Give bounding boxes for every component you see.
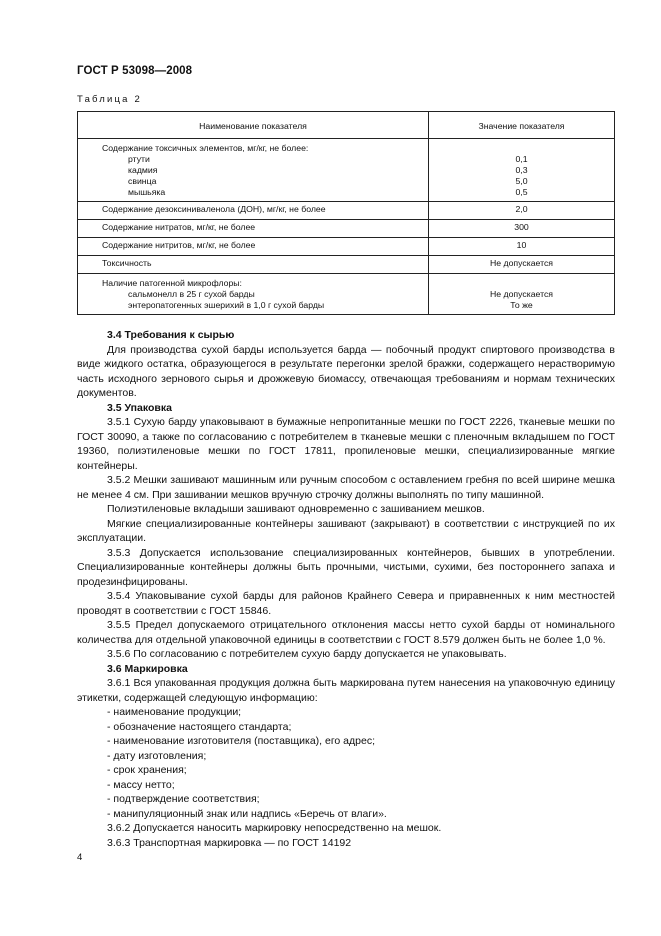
table-row-toxic: [78, 139, 615, 202]
table-row: [78, 256, 615, 274]
row-value: 2,0: [515, 204, 528, 214]
row-subitem: кадмия: [128, 165, 158, 175]
paragraph: Полиэтиленовые вкладыши зашивают одновременно с зашиванием мешков.: [107, 503, 485, 515]
row-label: Содержание нитритов, мг/кг, не более: [102, 240, 256, 250]
section-heading: 3.4 Требования к сырью: [107, 329, 235, 341]
list-item: - наименование продукции;: [107, 706, 242, 718]
page-number: 4: [77, 852, 83, 863]
table-row: [78, 238, 615, 256]
row-value: То же: [510, 300, 533, 310]
col-header-name: Наименование показателя: [78, 112, 429, 139]
row-subitem: сальмонелл в 25 г сухой барды: [128, 289, 255, 299]
row-label: Содержание нитратов, мг/кг, не более: [102, 222, 256, 232]
table-header-row: [78, 112, 615, 139]
row-heading: Содержание токсичных элементов, мг/кг, не более:: [102, 143, 309, 153]
row-label: Содержание дезоксиниваленола (ДОН), мг/кг, не более: [102, 204, 326, 214]
row-value: 0,5: [515, 187, 528, 197]
paragraph: Мягкие специализированные контейнеры зашивают (закрывают) в соответствии с инструкцией по их эксплуатации.: [77, 517, 615, 544]
list-item: - дату изготовления;: [107, 749, 207, 762]
paragraph: 3.5.5 Предел допускаемого отрицательного отклонения массы нетто сухой барды от номинального количества для отдельной упаковочной единицы в соответствии с ГОСТ 8.579 должен быть не более 1,0 %.: [77, 619, 615, 646]
list-item: - подтверждение соответствия;: [107, 793, 260, 805]
paragraph: Для производства сухой барды используется барда — побочный продукт спиртового производства в виде жидкого остатка, образующегося в результате перегонки зрелой бражки, содержащего нерастворимую часть исходного зернового сырья и дрожжевую биомассу, отвечающая требованиям и нормам технических документов.: [77, 343, 615, 399]
document-body: [77, 328, 615, 850]
paragraph: 3.5.2 Мешки зашивают машинным или ручным способом с оставлением гребня по всей ширине мешка не менее 4 см. При зашивании мешков вручную строчку должны выполнять по типу машинной.: [77, 474, 615, 501]
paragraph: 3.5.6 По согласованию с потребителем сухую барду допускается не упаковывать.: [107, 648, 507, 660]
table-row: [78, 220, 615, 238]
row-value: Не допускается: [489, 289, 553, 299]
table-caption: Таблица 2: [77, 94, 142, 105]
list-item: - обозначение настоящего стандарта;: [107, 720, 292, 733]
paragraph: 3.6.1 Вся упакованная продукция должна быть маркирована путем нанесения на упаковочную единицу этикетки, содержащей следующую информацию:: [77, 677, 615, 704]
col-header-value: Значение показателя: [429, 112, 615, 139]
section-heading: 3.5 Упаковка: [107, 401, 172, 414]
row-value: 5,0: [515, 176, 528, 186]
list-item: - срок хранения;: [107, 764, 187, 776]
list-item: - манипуляционный знак или надпись «Беречь от влаги».: [107, 807, 387, 820]
paragraph: 3.5.4 Упаковывание сухой барды для районов Крайнего Севера и приравненных к ним местностей проводят в соответствии с ГОСТ 15846.: [77, 590, 615, 617]
indicators-table: [77, 111, 615, 315]
row-subitem: энтеропатогенных эшерихий в 1,0 г сухой барды: [128, 300, 325, 310]
list-item: - массу нетто;: [107, 778, 175, 791]
paragraph: 3.5.1 Сухую барду упаковывают в бумажные непропитанные мешки по ГОСТ 2226, тканевые мешки по ГОСТ 30090, а также по согласованию с потребителем в тканевые мешки с пленочным вкладышем по ГОСТ 19360, полиэтиленовые мешки по ГОСТ 17811, пропиленовые мешки, специализированные мягкие контейнеры.: [77, 416, 615, 472]
paragraph: 3.6.3 Транспортная маркировка — по ГОСТ 14192: [107, 836, 352, 849]
row-subitem: ртути: [128, 154, 150, 164]
row-subitem: свинца: [128, 176, 157, 186]
table-row-micro: [78, 274, 615, 315]
paragraph: 3.5.3 Допускается использование специализированных контейнеров, бывших в употреблении. Специализированные контейнеры должны быть прочными, чистыми, сухими, без постороннего запаха и продезинфицированы.: [77, 546, 615, 588]
row-value: 0,3: [515, 165, 528, 175]
paragraph: 3.6.2 Допускается наносить маркировку непосредственно на мешок.: [107, 822, 442, 834]
table-row: [78, 202, 615, 220]
list-item: - наименование изготовителя (поставщика), его адрес;: [107, 735, 375, 747]
row-heading: Наличие патогенной микрофлоры:: [102, 278, 242, 288]
row-label: Токсичность: [102, 258, 152, 268]
row-value: 10: [516, 240, 527, 250]
row-subitem: мышьяка: [128, 187, 166, 197]
row-value: 300: [514, 222, 529, 232]
row-value: 0,1: [515, 154, 528, 164]
row-value: Не допускается: [489, 258, 553, 268]
section-heading: 3.6 Маркировка: [107, 662, 188, 675]
document-header: ГОСТ Р 53098—2008: [77, 65, 193, 77]
